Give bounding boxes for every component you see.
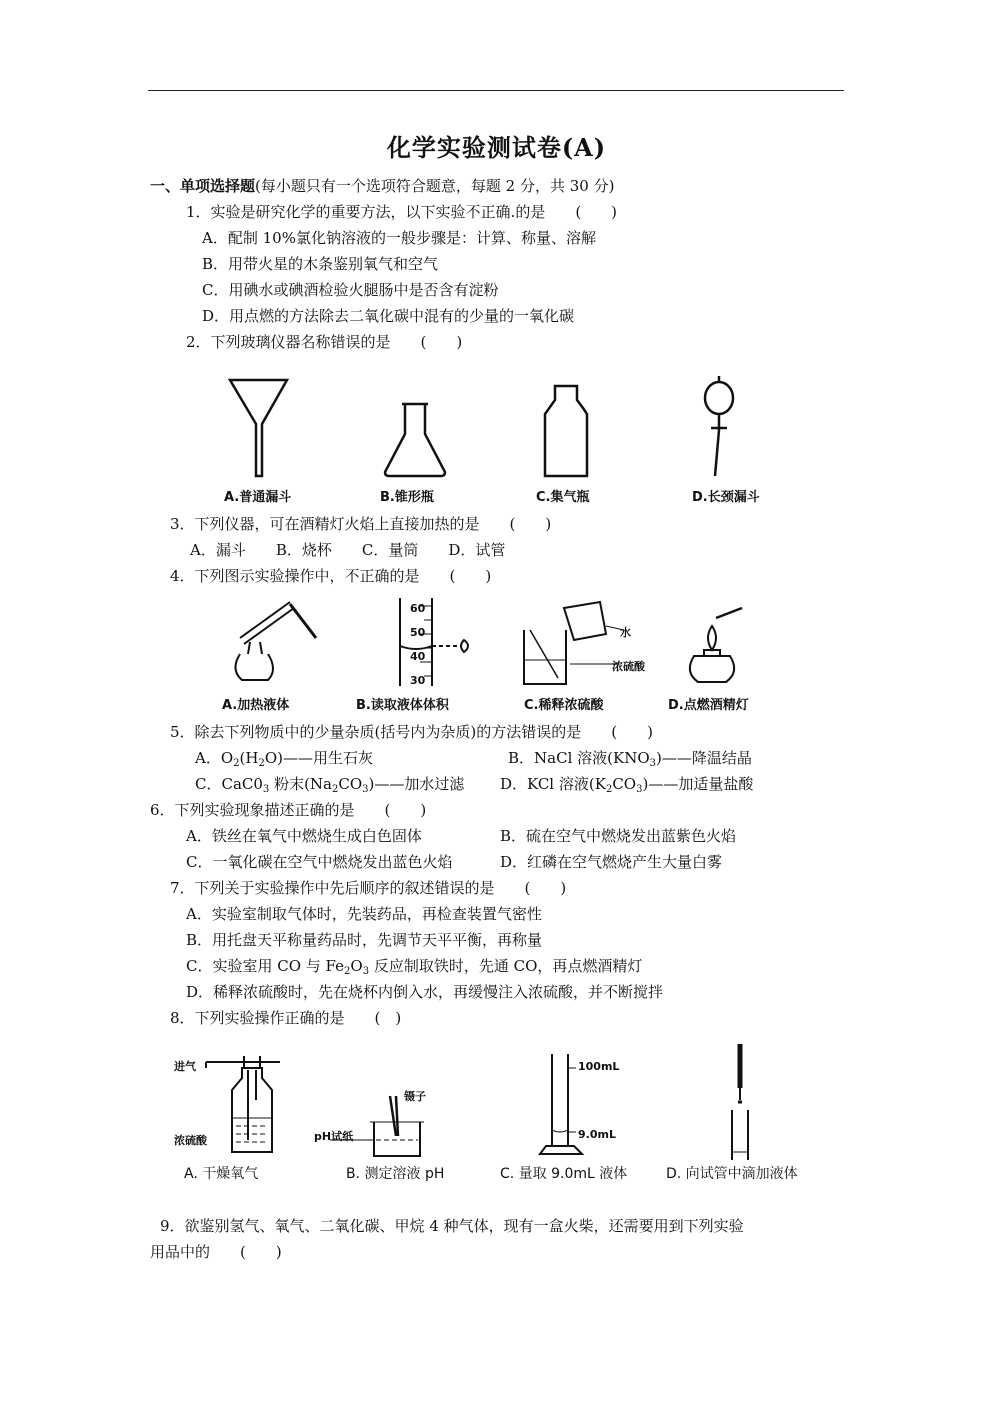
q6-option-c: C．一氧化碳在空气中燃烧发出蓝色火焰 [186,853,453,871]
q7-stem: 7．下列关于实验操作中先后顺序的叙述错误的是 ( ) [170,879,567,897]
diluting-acid-drawing [524,602,624,684]
q7-option-b: B．用托盘天平称量药品时，先调节天平平衡，再称量 [186,931,543,949]
q1-option-d: D．用点燃的方法除去二氧化碳中混有的少量的一氧化碳 [202,307,575,325]
q5-option-c: C．$CaC0_3$ 粉末$(Na_2CO_3)——$加水过滤 [195,775,465,795]
section-heading-text: 一、单项选择题 [150,177,256,195]
q2-caption-c: C.集气瓶 [536,490,590,505]
funnel-drawing [230,380,287,476]
q8-operations-figure [170,1040,810,1160]
q5-option-d: D．KCl 溶液$(K_2CO_3)——$加适量盐酸 [500,775,754,795]
q2-caption-d: D.长颈漏斗 [692,490,760,505]
heating-liquid-drawing [235,602,316,680]
gas-jar-drawing [545,386,587,476]
q4-label-water: 水 [620,626,631,639]
q8-label-tweezers: 镊子 [404,1090,426,1103]
gas-washing-bottle-drawing [206,1056,280,1152]
q8-label-gas-in: 进气 [174,1060,196,1073]
q8-caption-b: B. 测定溶液 pH [346,1166,445,1182]
q1-option-c: C．用碘水或碘酒检验火腿肠中是否含有淀粉 [202,281,499,299]
conical-flask-drawing [385,404,445,476]
q1-option-a: A．配制 10%氯化钠溶液的一般步骤是：计算、称量、溶解 [202,229,596,247]
q8-label-ph-paper: pH试纸 [314,1130,354,1143]
q6-option-b: B．硫在空气中燃烧发出蓝紫色火焰 [500,827,737,845]
q5-option-a: A．$O_2(H_2O)——$用生石灰 [195,749,373,769]
q7-option-a: A．实验室制取气体时，先装药品，再检查装置气密性 [186,905,542,923]
q8-label-100ml: 100mL [578,1060,620,1073]
q4-tick-60: 60 [410,602,426,615]
q3-options: A．漏斗 B．烧杯 C．量筒 D．试管 [190,541,506,559]
q8-label-acid: 浓硫酸 [174,1134,207,1147]
q4-caption-a: A.加热液体 [222,698,290,713]
q7-option-c: C．实验室用 CO 与 $Fe_2O_3$ 反应制取铁时，先通 CO，再点燃酒精灯 [186,957,643,977]
q4-tick-40: 40 [410,650,426,663]
q8-caption-a: A. 干燥氧气 [184,1166,259,1182]
q1-stem: 1．实验是研究化学的重要方法，以下实验不正确.的是 ( ) [186,203,618,221]
lighting-lamp-drawing [690,608,742,682]
q4-caption-c: C.稀释浓硫酸 [524,698,604,713]
ph-test-drawing [330,1096,424,1156]
q9-line1: 9．欲鉴别氢气、氧气、二氧化碳、甲烷 4 种气体，现有一盒火柴，还需要用到下列实验 [160,1217,744,1235]
separatory-funnel-drawing [705,376,733,476]
dropper-test-tube-drawing [732,1044,748,1160]
q2-caption-a: A.普通漏斗 [224,490,292,505]
q5-option-b: B．NaCl 溶液$(KNO_3)——$降温结晶 [508,749,752,769]
section-heading [150,176,614,196]
graduated-cylinder-drawing [540,1054,582,1154]
q8-stem: 8．下列实验操作正确的是 ( ) [170,1009,402,1027]
q2-caption-b: B.锥形瓶 [380,490,434,505]
q4-caption-d: D.点燃酒精灯 [668,698,749,713]
q5-stem: 5．除去下列物质中的少量杂质(括号内为杂质)的方法错误的是 ( ) [170,723,653,741]
q2-stem: 2．下列玻璃仪器名称错误的是 ( ) [186,333,463,351]
q6-option-a: A．铁丝在氧气中燃烧生成白色固体 [186,827,422,845]
q8-caption-c: C. 量取 9.0mL 液体 [500,1166,628,1182]
q8-label-9ml: 9.0mL [578,1128,616,1141]
q4-caption-b: B.读取液体体积 [356,698,449,713]
q3-stem: 3．下列仪器，可在酒精灯火焰上直接加热的是 ( ) [170,515,552,533]
q8-caption-d: D. 向试管中滴加液体 [666,1166,798,1182]
header-rule [148,90,844,91]
page-title: 化学实验测试卷(A) [386,133,607,162]
q4-tick-30: 30 [410,674,426,687]
q4-operations-figure [220,594,760,692]
q7-option-d: D．稀释浓硫酸时，先在烧杯内倒入水，再缓慢注入浓硫酸，并不断搅拌 [186,983,664,1001]
q2-glassware-figure [215,372,785,484]
q9-line2: 用品中的 ( ) [150,1243,282,1261]
q6-option-d: D．红磷在空气燃烧产生大量白雾 [500,853,723,871]
q4-tick-50: 50 [410,626,426,639]
q4-stem: 4．下列图示实验操作中，不正确的是 ( ) [170,567,492,585]
q1-option-b: B．用带火星的木条鉴别氧气和空气 [202,255,439,273]
q6-stem: 6．下列实验现象描述正确的是 ( ) [150,801,427,819]
q4-label-acid: 浓硫酸 [612,660,645,673]
section-note: (每小题只有一个选项符合题意，每题 2 分，共 30 分) [255,177,615,195]
